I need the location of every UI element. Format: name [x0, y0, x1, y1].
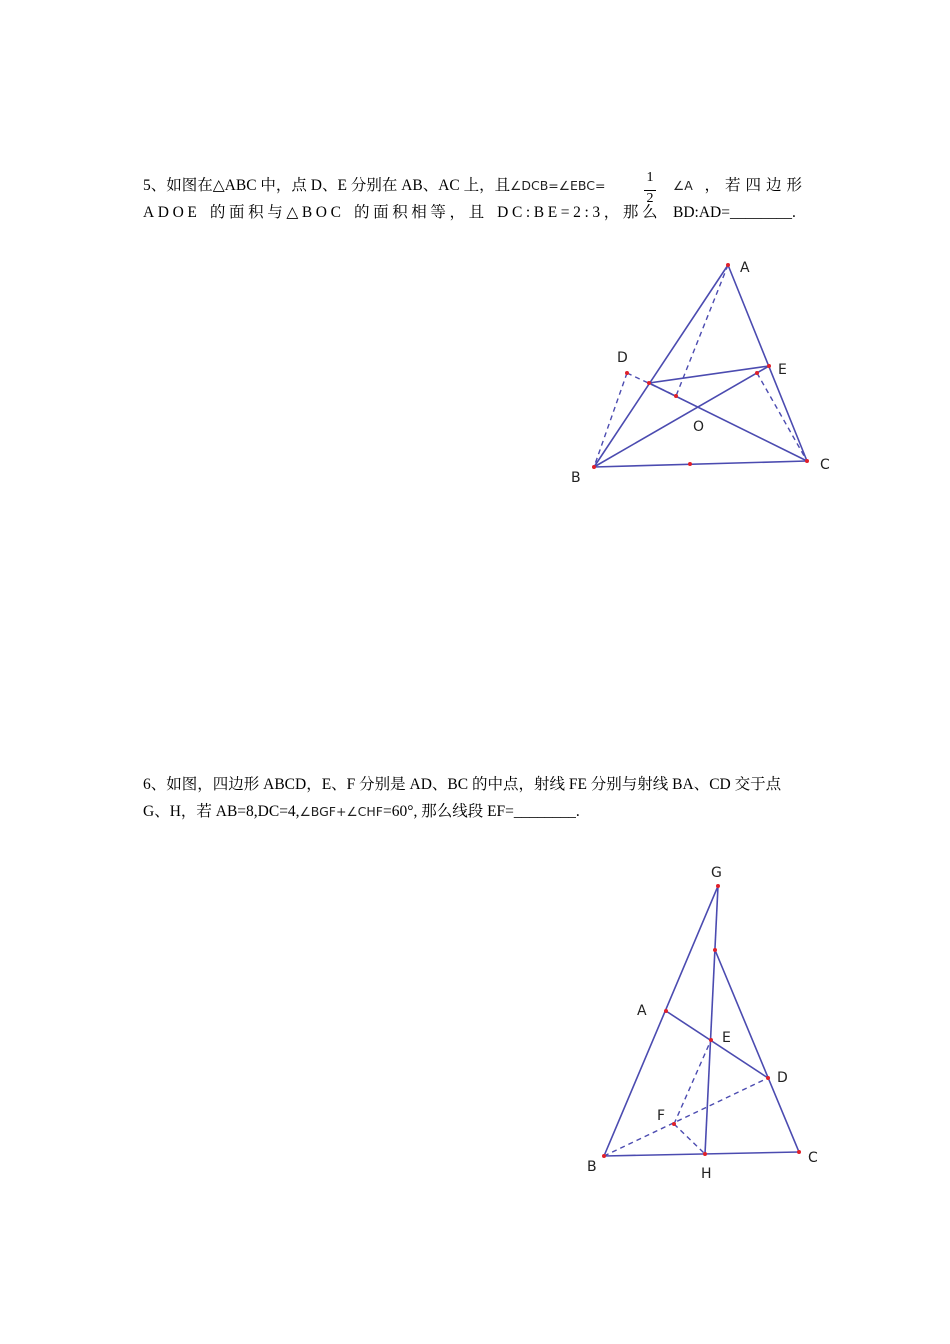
label-o: O [693, 419, 705, 435]
point-a [664, 1009, 668, 1013]
point-h [703, 1152, 707, 1156]
label-b: B [587, 1159, 597, 1175]
point-g [716, 884, 720, 888]
problem6-angle-expr: ∠BGF+∠CHF [299, 804, 383, 819]
problem6-line1: 6、如图，四边形 ABCD，E、F 分别是 AD、BC 的中点，射线 FE 分别与射线 BA、CD 交于点 [143, 776, 782, 793]
dashed-f-e [674, 1040, 711, 1124]
segment-ad [666, 1011, 768, 1078]
angle-a: ∠A [673, 178, 693, 193]
problem6-text-c: =60°, 那么线段 EF=________. [383, 803, 580, 820]
label-d: D [777, 1070, 788, 1086]
label-a: A [637, 1003, 647, 1019]
problem6-text-a: G、H，若 AB=8,DC=4, [143, 803, 300, 820]
fraction-numerator: 1 [646, 170, 654, 185]
problem5-text-line2: ADOE 的面积与△BOC 的面积相等，且 DC:BE=2:3，那么 [143, 204, 662, 221]
problem5-text-a: 5、如图在△ABC 中，点 D、E 分别在 AB、AC 上，且 [143, 177, 511, 194]
label-e: E [722, 1030, 731, 1046]
point-e [709, 1038, 713, 1042]
label-g: G [711, 865, 722, 881]
label-e: E [778, 362, 787, 378]
label-a: A [740, 260, 750, 276]
label-c: C [820, 457, 830, 473]
segment-gh [705, 886, 718, 1154]
label-b: B [571, 470, 581, 486]
point-c [797, 1150, 801, 1154]
fraction-denominator: 2 [646, 191, 654, 206]
label-f: F [657, 1108, 666, 1124]
problem5-text-d: ，若四边形 [704, 177, 807, 194]
point-d [766, 1076, 770, 1080]
label-c: C [808, 1150, 818, 1166]
dashed-f-h [674, 1124, 705, 1154]
segment-bc [604, 1152, 799, 1156]
point-b [602, 1154, 606, 1158]
label-h: H [701, 1166, 712, 1182]
problem5-angle-expr: ∠DCB=∠EBC= [510, 178, 606, 193]
problem5-answer: BD:AD=________. [673, 204, 796, 221]
point-f [672, 1122, 676, 1126]
label-d: D [617, 350, 628, 366]
dashed-b-d [604, 1078, 768, 1156]
point-g2 [713, 948, 717, 952]
